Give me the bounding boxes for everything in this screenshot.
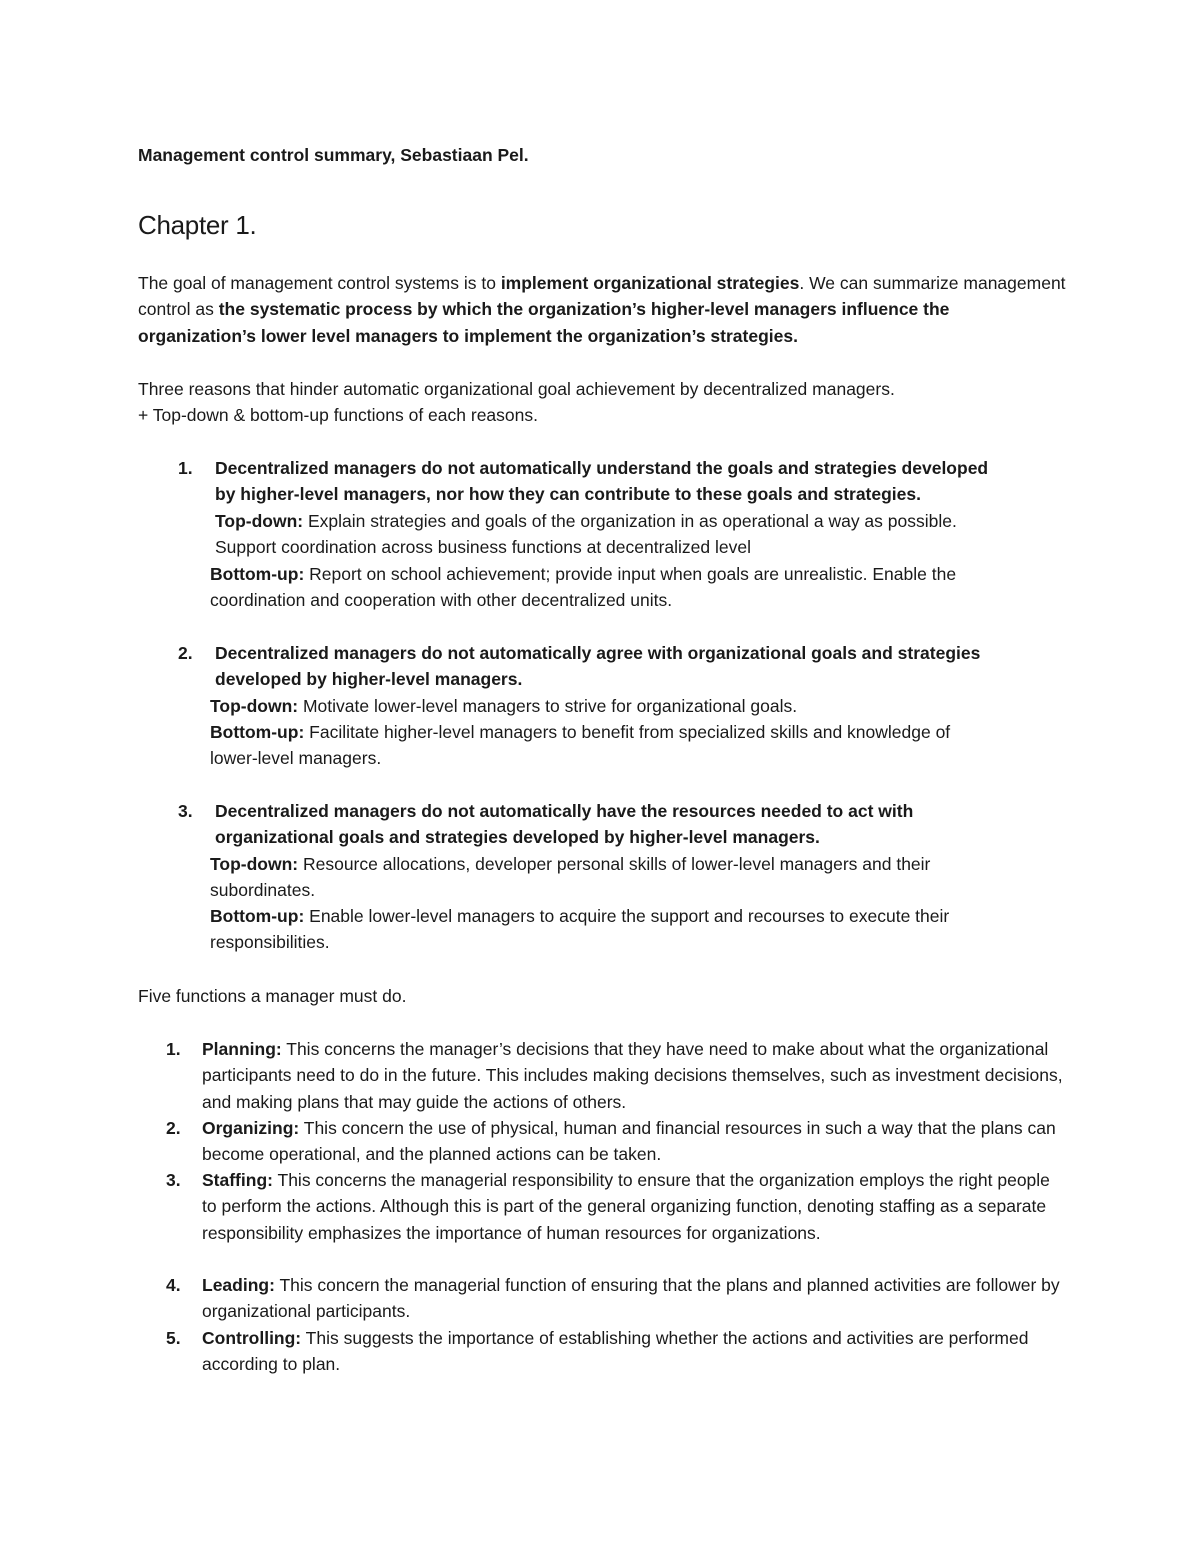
function-label: Organizing: <box>202 1118 300 1138</box>
bottomup-label: Bottom-up: <box>210 722 305 742</box>
function-number: 4. <box>166 1275 181 1295</box>
reason-heading-line: organizational goals and strategies developed by higher-level managers. <box>215 827 820 848</box>
function-text: This concerns the managerial responsibility to ensure that the organization employs the right people to perform the actions. Although this is part of the general organizing function, denoting staffing as a separate responsibility emphasizes the importance of human resources for organizations. <box>202 1170 1050 1243</box>
topdown-line <box>215 508 957 534</box>
bottomup-continuation: coordination and cooperation with other decentralized units. <box>210 590 673 610</box>
reason-heading-line: Decentralized managers do not automatically agree with organizational goals and strategies <box>215 643 981 663</box>
function-label: Controlling: <box>202 1328 302 1348</box>
topdown-line <box>210 851 930 877</box>
bottomup-continuation: lower-level managers. <box>210 748 382 768</box>
intro-paragraph <box>138 270 1068 349</box>
bottomup-line <box>210 903 949 929</box>
reason-number: 2. <box>178 643 193 663</box>
function-number: 2. <box>166 1118 181 1138</box>
reason-heading-line: Decentralized managers do not automatically have the resources needed to act with <box>215 801 914 821</box>
reasons-intro <box>138 376 1068 429</box>
topdown-label: Top-down: <box>210 696 299 716</box>
bottomup-continuation: responsibilities. <box>210 932 330 952</box>
topdown-label: Top-down: <box>210 854 299 874</box>
reason-heading <box>215 455 1075 508</box>
function-number: 5. <box>166 1328 181 1348</box>
bottomup-text: Facilitate higher-level managers to benefit from specialized skills and knowledge of <box>304 722 951 742</box>
intro-bold-2: the systematic process by which the organization’s higher-level managers influence the organization’s lower level managers to implement the organization’s strategies. <box>138 299 950 346</box>
document-title: Management control summary, Sebastiaan Pel. <box>138 145 529 165</box>
bottomup-line <box>210 561 956 587</box>
topdown-text: Explain strategies and goals of the organization in as operational a way as possible. <box>303 511 957 531</box>
functions-heading: Five functions a manager must do. <box>138 986 407 1006</box>
reason-heading-line: Decentralized managers do not automatically understand the goals and strategies developed <box>215 458 989 478</box>
topdown-text: Resource allocations, developer personal skills of lower-level managers and their <box>298 854 931 874</box>
function-text: This concerns the manager’s decisions that they have need to make about what the organizational participants need to do in the future. This includes making decisions themselves, such as investment decisions, and making plans that may guide the actions of others. <box>202 1039 1063 1112</box>
bottomup-line <box>210 719 950 745</box>
function-text: This suggests the importance of establishing whether the actions and activities are performed according to plan. <box>202 1328 1029 1375</box>
intro-bold-1: implement organizational strategies <box>500 273 800 293</box>
bottomup-text: Enable lower-level managers to acquire the support and recourses to execute their <box>304 906 950 926</box>
function-number: 3. <box>166 1170 181 1190</box>
topdown-continuation: Support coordination across business functions at decentralized level <box>215 537 752 557</box>
function-label: Staffing: <box>202 1170 273 1190</box>
bottomup-label: Bottom-up: <box>210 564 305 584</box>
reasons-heading: Three reasons that hinder automatic organizational goal achievement by decentralized managers. <box>138 379 895 399</box>
intro-text-2: . We can summarize management control as <box>138 273 1066 320</box>
function-text: This concern the use of physical, human and financial resources in such a way that the plans can become operational, and the planned actions can be taken. <box>202 1118 1056 1165</box>
intro-text-1: The goal of management control systems is to <box>138 273 501 293</box>
topdown-continuation: subordinates. <box>210 880 316 900</box>
reason-heading-line: by higher-level managers, nor how they can contribute to these goals and strategies. <box>215 484 921 505</box>
topdown-line <box>210 693 797 719</box>
reason-heading <box>215 798 1075 851</box>
reason-heading <box>215 640 1075 693</box>
reason-number: 1. <box>178 458 193 478</box>
bottomup-text: Report on school achievement; provide input when goals are unrealistic. Enable the <box>304 564 957 584</box>
function-text: This concern the managerial function of ensuring that the plans and planned activities are follower by organizational participants. <box>202 1275 1060 1322</box>
reason-heading-line: developed by higher-level managers. <box>215 669 523 690</box>
topdown-label: Top-down: <box>215 511 304 531</box>
reason-number: 3. <box>178 801 193 821</box>
topdown-text: Motivate lower-level managers to strive for organizational goals. <box>298 696 798 716</box>
bottomup-label: Bottom-up: <box>210 906 305 926</box>
function-label: Leading: <box>202 1275 275 1295</box>
chapter-heading: Chapter 1. <box>138 210 257 240</box>
function-number: 1. <box>166 1039 181 1059</box>
function-label: Planning: <box>202 1039 282 1059</box>
reasons-subheading: + Top-down & bottom-up functions of each reasons. <box>138 405 538 426</box>
